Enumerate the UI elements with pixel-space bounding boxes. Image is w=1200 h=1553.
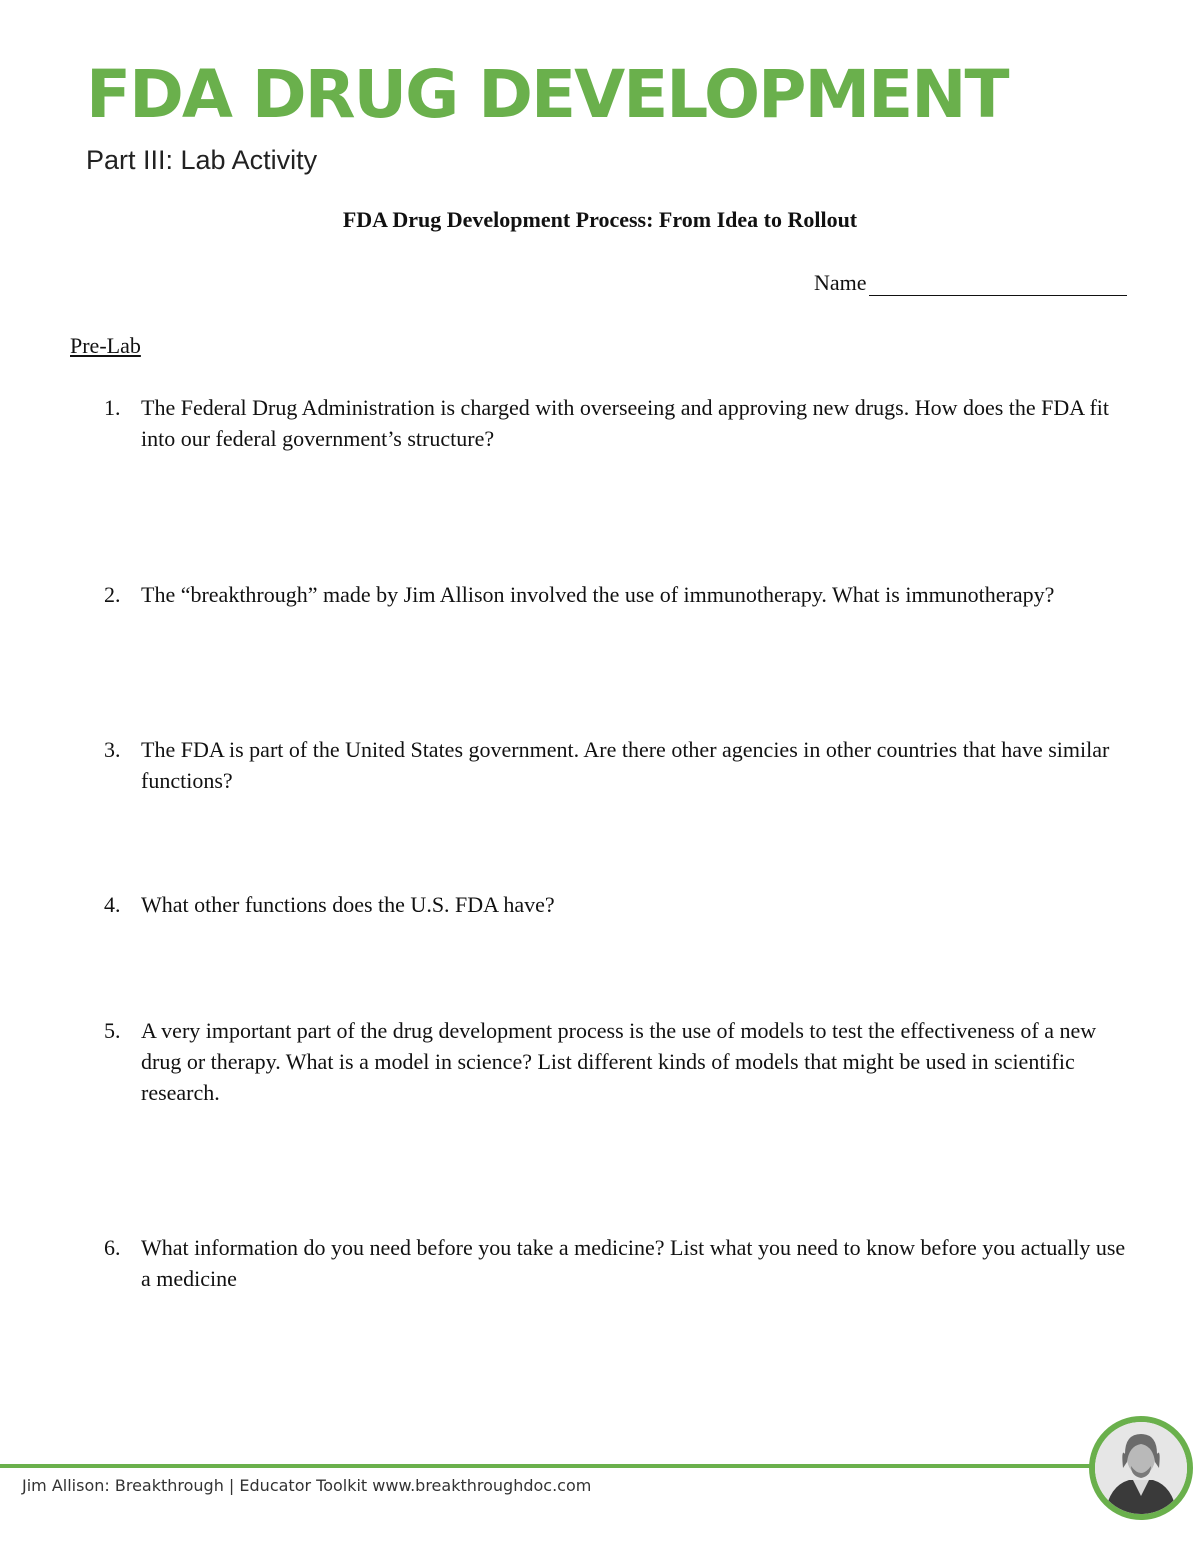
question-text: The Federal Drug Administration is charged with overseeing and approving new drugs. How does the FDA fit into our federal government’s structure? [141, 395, 1110, 451]
question-text: The “breakthrough” made by Jim Allison involved the use of immunotherapy. What is immunotherapy? [141, 582, 1055, 607]
footer-text: Jim Allison: Breakthrough | Educator Toolkit www.breakthroughdoc.com [22, 1476, 592, 1495]
question-item [104, 1232, 1134, 1294]
name-label: Name [814, 270, 867, 295]
question-number: 3. [104, 737, 121, 762]
banner-title: FDA DRUG DEVELOPMENT [86, 56, 1008, 133]
avatar [1089, 1416, 1193, 1520]
question-text: The FDA is part of the United States government. Are there other agencies in other countries that have similar functions? [141, 737, 1110, 793]
section-heading-prelab: Pre-Lab [70, 333, 141, 358]
question-text: A very important part of the drug development process is the use of models to test the effectiveness of a new drug or therapy. What is a model in science? List different kinds of models that might be used in scientific research. [141, 1018, 1097, 1105]
question-item [104, 734, 1134, 796]
footer-divider [0, 1464, 1100, 1468]
name-field[interactable] [814, 270, 1127, 296]
question-number: 5. [104, 1018, 121, 1043]
banner-subtitle: Part III: Lab Activity [86, 145, 318, 175]
name-blank-line[interactable] [869, 273, 1127, 296]
question-number: 1. [104, 395, 121, 420]
question-number: 2. [104, 582, 121, 607]
question-item [104, 889, 1134, 920]
question-item [104, 1015, 1134, 1108]
portrait-photo-icon [1095, 1422, 1187, 1514]
question-number: 4. [104, 892, 121, 917]
question-text: What information do you need before you take a medicine? List what you need to know before you actually use a medicine [141, 1235, 1126, 1291]
document-title: FDA Drug Development Process: From Idea to Rollout [342, 207, 858, 232]
question-number: 6. [104, 1235, 121, 1260]
question-item [104, 579, 1134, 610]
question-item [104, 392, 1134, 454]
question-text: What other functions does the U.S. FDA have? [141, 892, 555, 917]
